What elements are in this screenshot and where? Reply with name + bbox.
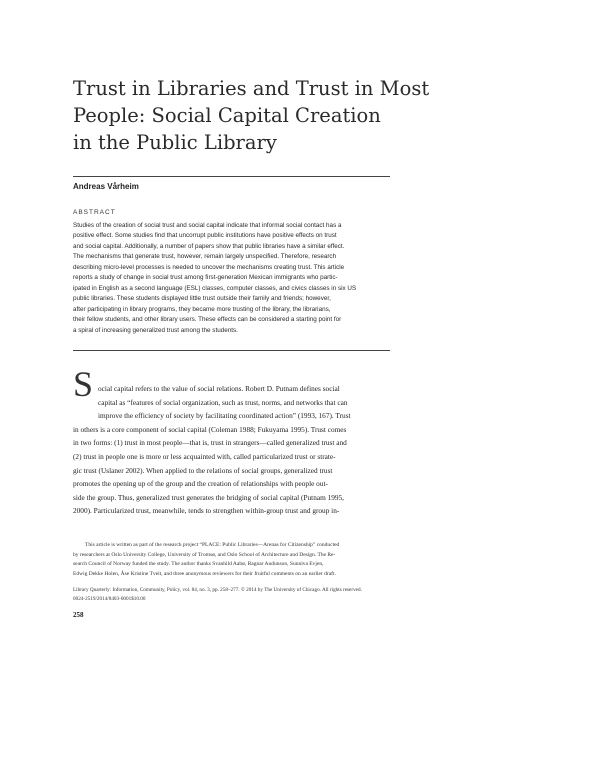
- abstract-text: [73, 221, 393, 336]
- abstract-line: Studies of the creation of social trust and social capital indicate that informal social contact has a: [73, 222, 342, 229]
- author-name: Andreas Vårheim: [73, 182, 139, 191]
- drop-cap: S: [73, 364, 94, 404]
- abstract-line: The mechanisms that generate trust, however, remain largely unspecified. Therefore, research: [73, 253, 337, 261]
- title-line: People: Social Capital Creation: [73, 104, 381, 127]
- body-line: improve the efficiency of society by facilitating coordinated action” (1993, 167). Trust: [98, 411, 351, 421]
- article-title: [73, 75, 430, 156]
- citation-line: 0024-2519/2014/8403-0001$10.00: [73, 596, 146, 602]
- title-line: in the Public Library: [73, 131, 277, 154]
- footnote-line: Edwig Dekke Holen, Åse Kristine Tveit, and three anonymous reviewers for their fruitful comments on an earlier draft.: [73, 570, 336, 577]
- abstract-line: their fellow students, and other library users. These effects can be considered a starting point for: [73, 316, 342, 324]
- body-line: gic trust (Uslaner 2002). When applied to the relations of social groups, generalized trust: [73, 465, 333, 475]
- title-divider: [73, 176, 390, 177]
- abstract-line: describing micro-level processes is needed to uncover the mechanisms creating trust. This article: [73, 263, 345, 271]
- page-number: 258: [73, 611, 84, 619]
- body-line: 2000). Particularized trust, meanwhile, tends to strengthen within-group trust and group in-: [73, 506, 340, 516]
- abstract-line: public libraries. These students displayed little trust outside their family and friends; however,: [73, 295, 331, 303]
- abstract-line: ipated in English as a second language (ESL) classes, computer classes, and civics classes in six US: [73, 284, 357, 292]
- abstract-divider: [73, 350, 390, 351]
- footnote-line: This article is written as part of the research project “PLACE: Public Libraries—Arenas for Citizenship” conducted: [85, 542, 340, 548]
- citation-info: [73, 586, 394, 604]
- footnote: [73, 541, 394, 579]
- body-line: ocial capital refers to the value of social relations. Robert D. Putnam defines social: [98, 384, 340, 393]
- abstract-line: a spiral of increasing generalized trust among the students.: [73, 326, 238, 334]
- abstract-line: reports a study of change in social trust among first-generation Mexican immigrants who partic-: [73, 274, 338, 282]
- body-line: (2) trust in people one is more or less acquainted with, called particularized trust or strate-: [73, 451, 336, 461]
- body-line: in two forms: (1) trust in most people—that is, trust in strangers—called generalized trust and: [73, 438, 347, 448]
- abstract-line: after participating in library programs, they became more trusting of the library, the librarians,: [73, 305, 331, 313]
- abstract-line: positive effect. Some studies find that uncorrupt public institutions have positive effects on trust: [73, 232, 337, 240]
- footnote-line: by researchers at Oslo University College, University of Tromsø, and Oslo School of Architecture and Design. The Re-: [73, 551, 336, 558]
- body-line: promotes the opening up of the group and the creation of relationships with people out-: [73, 479, 328, 489]
- body-line: side the group. Thus, generalized trust generates the bridging of social capital (Putnam 1995,: [73, 492, 344, 502]
- body-line: capital as “features of social organization, such as trust, norms, and networks that can: [98, 397, 348, 407]
- abstract-line: and social capital. Additionally, a number of papers show that public libraries have a similar effect.: [73, 242, 345, 250]
- body-text: [73, 382, 394, 518]
- abstract-heading: ABSTRACT: [73, 209, 116, 216]
- body-line: in others is a core component of social capital (Coleman 1988; Fukuyama 1995). Trust comes: [73, 424, 347, 434]
- footnote-line: search Council of Norway funded the study. The author thanks Svanhild Aabø, Ragnar Audunson, Sunniva Evjen,: [73, 561, 324, 567]
- title-line: Trust in Libraries and Trust in Most: [73, 77, 430, 100]
- citation-line: Library Quarterly: Information, Community, Policy, vol. 84, no. 3, pp. 258–277. © 2014 by The University of Chicago. All rights reserved.: [73, 587, 362, 593]
